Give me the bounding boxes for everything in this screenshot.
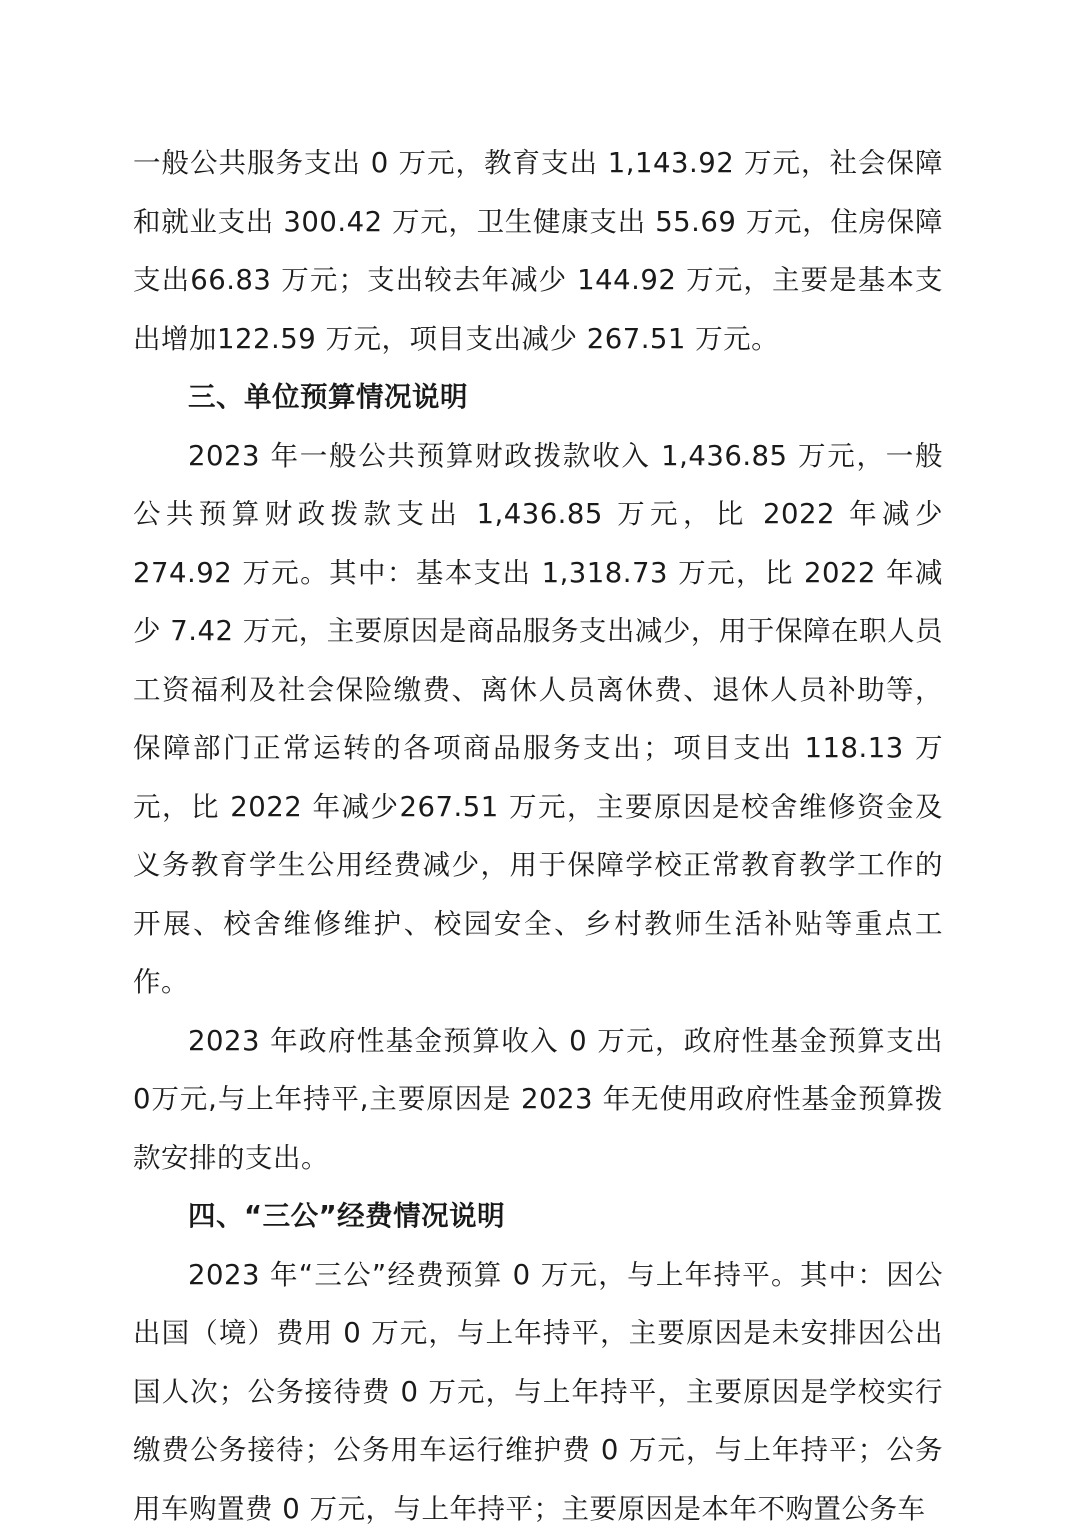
paragraph-general-public-budget: 2023 年一般公共预算财政拨款收入 1,436.85 万元，一般公共预算财政拨款支出 1,436.85 万元，比 2022 年减少 274.92 万元。其中：基本支出 1,318.73 万元，比 2022 年减少 7.42 万元，主要原因是商品服务支出减少，用于保障在职人员工资福利及社会保险缴费、离休人员离休费、退休人员补助等，保障部门正常运转的各项商品服务支出；项目支出 118.13 万元，比 2022 年减少267.51 万元，主要原因是校舍维修资金及义务教育学生公用经费减少，用于保障学校正常教育教学工作的开展、校舍维修维护、校园安全、乡村教师生活补贴等重点工作。 <box>133 427 943 1012</box>
paragraph-expenditure-summary: 一般公共服务支出 0 万元，教育支出 1,143.92 万元，社会保障和就业支出 300.42 万元，卫生健康支出 55.69 万元，住房保障支出66.83 万元；支出较去年减少 144.92 万元，主要是基本支出增加122.59 万元，项目支出减少 267.51 万元。 <box>133 134 943 368</box>
document-body <box>133 134 943 1538</box>
section-heading-three-public-expenses: 四、“三公”经费情况说明 <box>133 1187 943 1246</box>
section-heading-unit-budget: 三、单位预算情况说明 <box>133 368 943 427</box>
paragraph-three-public-expenses: 2023 年“三公”经费预算 0 万元，与上年持平。其中：因公出国（境）费用 0 万元，与上年持平，主要原因是未安排因公出国人次；公务接待费 0 万元，与上年持平，主要原因是学校实行缴费公务接待；公务用车运行维护费 0 万元，与上年持平；公务用车购置费 0 万元，与上年持平；主要原因是本年不购置公务车 <box>133 1246 943 1538</box>
paragraph-government-fund-budget: 2023 年政府性基金预算收入 0 万元，政府性基金预算支出 0万元,与上年持平,主要原因是 2023 年无使用政府性基金预算拨款安排的支出。 <box>133 1012 943 1188</box>
